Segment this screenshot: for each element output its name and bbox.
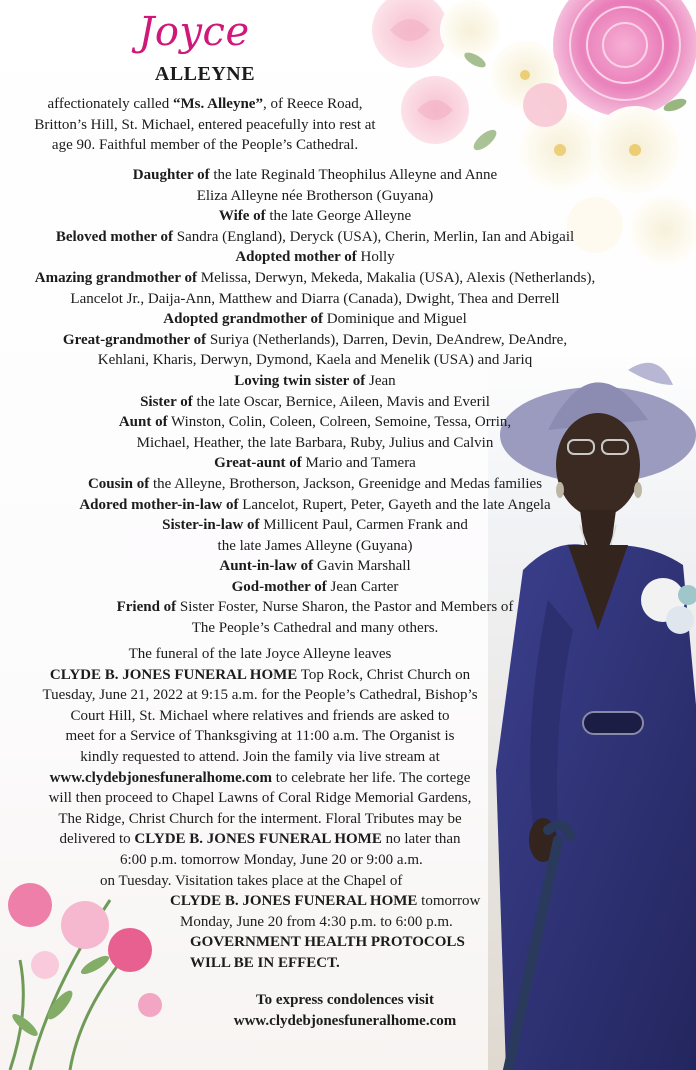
funeral-line: [0, 871, 520, 892]
relation-line: [10, 227, 620, 248]
relation-line: [10, 247, 620, 268]
relation-text: Mario and Tamera: [301, 455, 416, 472]
relation-line: [10, 597, 620, 618]
funeral-bold: CLYDE B. JONES FUNERAL HOME: [49, 666, 298, 683]
relation-line: [10, 350, 620, 371]
relations-list: [10, 165, 620, 639]
funeral-line: [0, 953, 520, 974]
relation-label: Great-grandmother of: [62, 331, 207, 348]
funeral-line: [0, 850, 520, 871]
relation-text: the late George Alleyne: [265, 208, 412, 225]
relation-label: Adopted mother of: [235, 249, 357, 266]
funeral-text: Court Hill, St. Michael where relatives and friends are asked to: [70, 707, 450, 724]
relation-line: [10, 268, 620, 289]
funeral-text: on Tuesday. Visitation takes place at the Chapel of: [100, 872, 403, 889]
relation-label: Loving twin sister of: [234, 372, 366, 389]
relation-label: Friend of: [116, 599, 177, 616]
relation-text: the late Oscar, Bernice, Aileen, Mavis and Everil: [192, 393, 490, 410]
relation-text: Michael, Heather, the late Barbara, Ruby, Julius and Calvin: [136, 434, 494, 451]
funeral-line: [0, 788, 520, 809]
relation-line: [10, 515, 620, 536]
relation-line: [10, 433, 620, 454]
funeral-text: Tuesday, June 21, 2022 at 9:15 a.m. for the People’s Cathedral, Bishop’s: [42, 687, 478, 704]
surname: ALLEYNE: [154, 63, 256, 85]
funeral-line: [0, 685, 520, 706]
relation-text: Dominique and Miguel: [323, 311, 467, 328]
funeral-line: [0, 932, 520, 953]
relation-text: Lancelot Jr., Daija-Ann, Matthew and Diarra (Canada), Dwight, Thea and Derrell: [70, 290, 560, 307]
funeral-text: Monday, June 20 from 4:30 p.m. to 6:00 p.m.: [180, 913, 453, 930]
relation-line: [10, 453, 620, 474]
relation-line: [10, 330, 620, 351]
relation-line: [10, 289, 620, 310]
relation-line: [10, 165, 620, 186]
intro-line: age 90. Faithful member of the People’s Cathedral.: [51, 137, 359, 154]
relation-line: [10, 556, 620, 577]
relation-line: [10, 206, 620, 227]
funeral-bold: WILL BE IN EFFECT.: [190, 954, 340, 971]
relation-text: the late James Alleyne (Guyana): [217, 537, 413, 554]
relation-label: Wife of: [218, 208, 266, 225]
relation-label: Cousin of: [87, 475, 150, 492]
funeral-line: [0, 665, 520, 686]
livestream-url[interactable]: www.clydebjonesfuneralhome.com: [49, 769, 273, 786]
funeral-text: kindly requested to attend. Join the family via live stream at: [80, 748, 440, 765]
relation-line: [10, 412, 620, 433]
funeral-text: 6:00 p.m. tomorrow Monday, June 20 or 9:00 a.m.: [120, 851, 423, 868]
intro-nickname: “Ms. Alleyne”: [172, 96, 263, 112]
funeral-text: tomorrow: [417, 893, 481, 910]
funeral-text: to celebrate her life. The cortege: [272, 769, 471, 786]
relation-label: Amazing grandmother of: [34, 269, 197, 286]
first-name: Joyce: [138, 9, 250, 55]
relation-line: [10, 495, 620, 516]
relation-label: Sister of: [140, 393, 193, 410]
relation-text: Holly: [356, 249, 395, 266]
funeral-line: [0, 809, 520, 830]
relation-text: Sister Foster, Nurse Sharon, the Pastor and Members of: [176, 599, 514, 616]
relation-label: God-mother of: [231, 578, 327, 595]
funeral-text: delivered to: [59, 831, 135, 848]
relation-line: [10, 474, 620, 495]
relation-line: [10, 618, 620, 639]
funeral-text: The funeral of the late Joyce Alleyne leaves: [128, 646, 392, 662]
condolences: [190, 990, 500, 1031]
funeral-text: will then proceed to Chapel Lawns of Coral Ridge Memorial Gardens,: [48, 790, 472, 807]
relation-label: Adopted grandmother of: [163, 311, 323, 328]
intro-line: affectionately called “Ms. Alleyne”, of Reece Road,: [47, 96, 363, 112]
relation-text: Lancelot, Rupert, Peter, Gayeth and the late Angela: [238, 496, 551, 513]
relation-label: Great-aunt of: [214, 455, 302, 472]
funeral-text: meet for a Service of Thanksgiving at 11:00 a.m. The Organist is: [65, 728, 455, 745]
relation-label: Aunt of: [118, 414, 168, 431]
funeral-text: The Ridge, Christ Church for the interment. Floral Tributes may be: [58, 810, 462, 827]
relation-text: Sandra (England), Deryck (USA), Cherin, Merlin, Ian and Abigail: [173, 228, 575, 245]
relation-text: Eliza Alleyne née Brotherson (Guyana): [196, 187, 434, 204]
funeral-line: [0, 644, 520, 665]
relation-label: Adored mother-in-law of: [79, 496, 239, 513]
funeral-bold: GOVERNMENT HEALTH PROTOCOLS: [190, 934, 465, 951]
funeral-line: [0, 706, 520, 727]
relation-label: Beloved mother of: [55, 228, 174, 245]
funeral-line: [0, 768, 520, 789]
funeral-text: no later than: [381, 831, 461, 848]
relation-label: Daughter of: [132, 167, 210, 183]
funeral-bold: CLYDE B. JONES FUNERAL HOME: [134, 831, 382, 848]
relation-text: Jean: [365, 372, 396, 389]
relation-line: [10, 309, 620, 330]
condolences-url[interactable]: www.clydebjonesfuneralhome.com: [233, 1012, 457, 1029]
funeral-line: [0, 726, 520, 747]
relation-line: [10, 392, 620, 413]
relation-text: Melissa, Derwyn, Mekeda, Makalia (USA), Alexis (Netherlands),: [196, 269, 596, 286]
funeral-line: [0, 829, 520, 850]
relation-line: [10, 536, 620, 557]
relation-line: [10, 186, 620, 207]
funeral-text: Top Rock, Christ Church on: [297, 666, 471, 683]
funeral-line: [0, 747, 520, 768]
relation-text: The People’s Cathedral and many others.: [191, 620, 439, 637]
relation-label: Sister-in-law of: [162, 517, 260, 534]
relation-text: Gavin Marshall: [313, 558, 411, 575]
relation-text: the Alleyne, Brotherson, Jackson, Greenidge and Medas families: [149, 475, 543, 492]
relation-line: [10, 577, 620, 598]
intro-paragraph: [10, 94, 400, 156]
funeral-bold: CLYDE B. JONES FUNERAL HOME: [170, 893, 418, 910]
relation-line: [10, 371, 620, 392]
funeral-line: [0, 891, 520, 912]
relation-label: Aunt-in-law of: [219, 558, 314, 575]
funeral-details: [0, 644, 520, 974]
relation-text: Kehlani, Kharis, Derwyn, Dymond, Kaela and Menelik (USA) and Jariq: [97, 352, 533, 369]
condolences-text: To express condolences visit: [256, 992, 434, 1008]
relation-text: Suriya (Netherlands), Darren, Devin, DeAndrew, DeAndre,: [206, 331, 568, 348]
relation-text: the late Reginald Theophilus Alleyne and Anne: [209, 167, 498, 183]
relation-text: Winston, Colin, Coleen, Colreen, Semoine, Tessa, Orrin,: [167, 414, 512, 431]
funeral-line: [0, 912, 520, 933]
relation-text: Jean Carter: [326, 578, 399, 595]
relation-text: Millicent Paul, Carmen Frank and: [259, 517, 468, 534]
intro-line: Britton’s Hill, St. Michael, entered peacefully into rest at: [34, 116, 376, 133]
